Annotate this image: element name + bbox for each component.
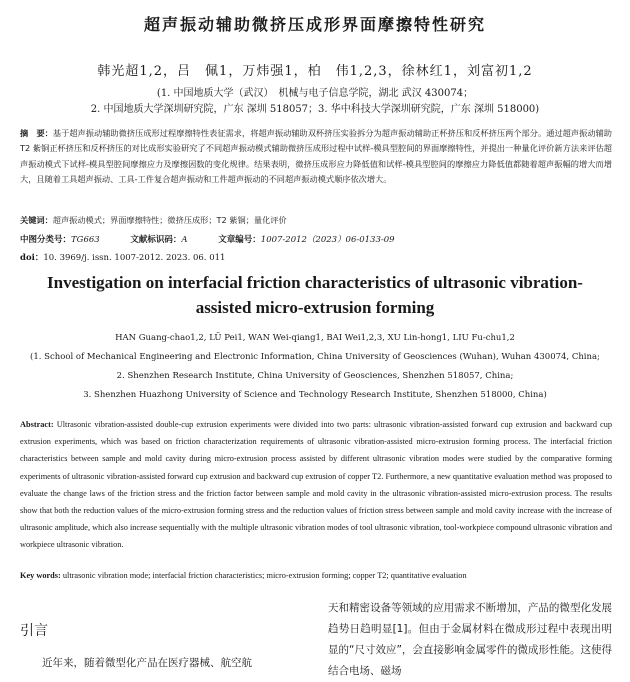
keywords-cn-text: 超声振动模式；界面摩擦特性；微挤压成形；T2 紫铜；量化评价 bbox=[52, 215, 287, 225]
paper-title-en: Investigation on interfacial friction characteristics of ultrasonic vibration-assisted micro-extrusion forming bbox=[47, 273, 583, 317]
abstract-en-label: Abstract: bbox=[20, 420, 54, 429]
document-code bbox=[130, 235, 187, 245]
clc-value: TG663 bbox=[71, 235, 100, 245]
abstract-cn-text: 基于超声振动辅助微挤压成形过程摩擦特性表征需求，将超声振动辅助双杯挤压实验拆分为超声振动辅助正杯挤压和反杯挤压两个部分。通过超声振动辅助 T2 紫铜正杯挤压和反杯挤压的对比成形实验研究了不同超声振动模式辅助微挤压成形过程中试样-模具型腔间的界面摩擦特性，并提出一种量化评价新方法来评估超声振动模式下试样-模具型腔间摩擦应力及摩擦因数的变化规律。结果表明，微挤压成形应力降低值和试样-模具型腔间的摩擦应力降低值都随着超声振幅的增大而增大，且随着工具超声振动、工具-工件复合超声振动和工件超声振动的不同超声振动模式顺序依次增大。 bbox=[20, 128, 612, 184]
clc-label: 中图分类号： bbox=[20, 235, 72, 245]
affiliation-en-1: (1. School of Mechanical Engineering and Electronic Information, China University of Geosciences (Wuhan), Wuhan 430074, China; bbox=[30, 352, 600, 362]
doi-value[interactable]: 10. 3969/j. issn. 1007-2012. 2023. 06. 011 bbox=[43, 253, 226, 263]
affiliation-cn-2: 2. 中国地质大学深圳研究院，广东 深圳 518057；3. 华中科技大学深圳研究院，广东 深圳 518000) bbox=[90, 104, 540, 115]
body-text-left-column: 近年来，随着微型化产品在医疗器械、航空航 bbox=[42, 657, 252, 669]
keywords-cn bbox=[20, 215, 287, 226]
article-no-label: 文章编号： bbox=[218, 235, 261, 245]
affiliation-en-3: 3. Shenzhen Huazhong University of Science and Technology Research Institute, Shenzhen 518000, China) bbox=[83, 390, 547, 400]
abstract-en bbox=[20, 416, 612, 554]
keywords-en bbox=[20, 571, 612, 580]
paper-title-cn: 超声振动辅助微挤压成形界面摩擦特性研究 bbox=[143, 15, 486, 34]
abstract-cn bbox=[20, 126, 612, 187]
body-text-right-column: 天和精密设备等领域的应用需求不断增加，产品的微型化发展趋势日趋明显[1]。但由于金属材料在微成形过程中表现出明显的“尺寸效应”，会直接影响金属零件的微成形性能。这使得结合电场、磁场 bbox=[328, 602, 612, 677]
authors-en: HAN Guang-chao1,2, LÜ Pei1, WAN Wei-qiang1, BAI Wei1,2,3, XU Lin-hong1, LIU Fu-chu1,2 bbox=[115, 333, 515, 343]
doi-line bbox=[20, 251, 225, 263]
affiliation-cn-1: (1. 中国地质大学（武汉） 机械与电子信息学院，湖北 武汉 430074； bbox=[156, 88, 474, 99]
article-number bbox=[218, 235, 394, 245]
classification-line bbox=[20, 233, 612, 245]
authors-cn: 韩光超1,2，吕 佩1，万炜强1，柏 伟1,2,3，徐林红1，刘富初1,2 bbox=[97, 64, 533, 79]
keywords-en-text: ultrasonic vibration mode; interfacial friction characteristics; micro-extrusion forming; copper T2; quantitative evaluation bbox=[62, 571, 467, 580]
abstract-en-text: Ultrasonic vibration-assisted double-cup extrusion experiments were divided into two parts: ultrasonic vibration-assisted forward cup extrusion and backward cup extrusion experiments, which was based on friction characterization requirements of ultrasonic vibration-assisted micro-extrusion forming process. The interfacial friction characteristics between sample and mold cavity during micro-extrusion process assisted by different ultrasonic vibration modes were studied by the comparative forming experiments of ultrasonic vibration-assisted forward cup extrusion and backward cup extrusion of copper T2. Furthermore, a new quantitative evaluation method was proposed to evaluate the change laws of the friction stress and the friction factor between sample and mold cavity in the ultrasonic vibration-assisted micro-extrusion process. The results show that both the reduction values of the micro-extrusion forming stress and the reduction values of friction stress between sample and mold cavity increase with the increase of ultrasonic amplitude, which also increase sequentially with the multiple ultrasonic vibration modes of tool ultrasonic vibration, tool-workpiece compound ultrasonic vibration and workpiece ultrasonic vibration. bbox=[20, 420, 613, 550]
keywords-cn-label: 关键词： bbox=[20, 215, 53, 225]
doi-label: doi： bbox=[20, 253, 44, 263]
section-heading-introduction: 引言 bbox=[20, 623, 48, 639]
keywords-en-label: Key words: bbox=[20, 571, 61, 580]
doc-code-value: A bbox=[181, 235, 188, 245]
clc-number bbox=[20, 235, 100, 245]
abstract-cn-label: 摘 要： bbox=[20, 128, 53, 138]
article-no-value: 1007-2012（2023）06-0133-09 bbox=[260, 235, 395, 245]
affiliation-en-2: 2. Shenzhen Research Institute, China University of Geosciences, Shenzhen 518057, China; bbox=[116, 371, 514, 381]
doc-code-label: 文献标识码： bbox=[130, 235, 182, 245]
